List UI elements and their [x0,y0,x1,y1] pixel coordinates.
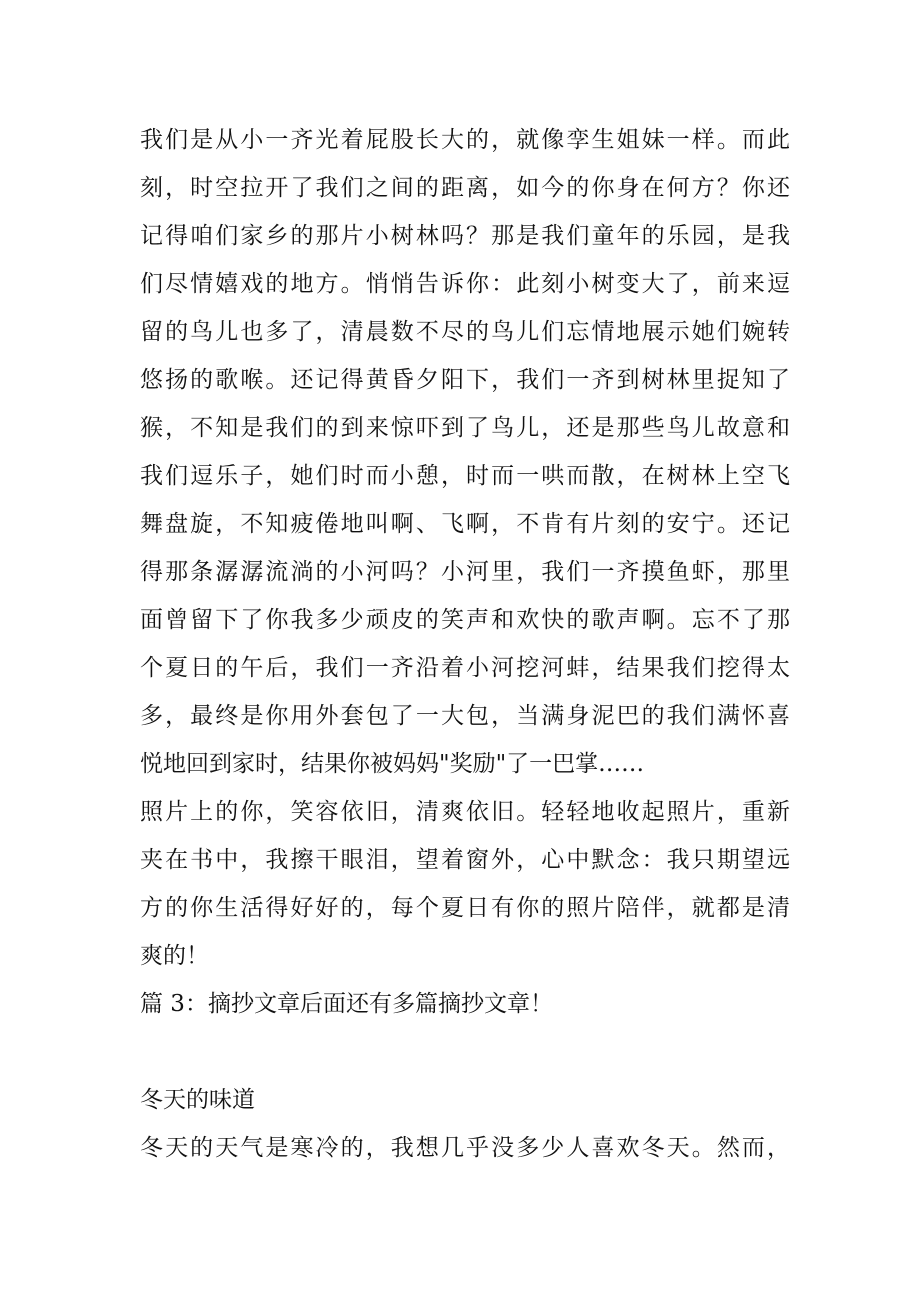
text-line: 爽的！ [140,943,209,969]
text-line: 舞盘旋，不知疲倦地叫啊、飞啊，不肯有片刻的安宁。还记 [140,511,790,537]
text-line: 记得咱们家乡的那片小树林吗？那是我们童年的乐园，是我 [140,223,790,249]
text-line: 冬天的天气是寒冷的，我想几乎没多少人喜欢冬天。然而， [140,1135,790,1161]
text-line: 猴，不知是我们的到来惊吓到了鸟儿，还是那些鸟儿故意和 [140,415,790,441]
text-line: 我们逗乐子，她们时而小憩，时而一哄而散，在树林上空飞 [140,463,790,489]
blank-line [140,1028,790,1076]
text-line: 刻，时空拉开了我们之间的距离，如今的你身在何方？你还 [140,175,790,201]
paragraph-1 [140,116,790,788]
text-line: 方的你生活得好好的，每个夏日有你的照片陪伴，就都是清 [140,895,790,921]
section-note: 篇 3：摘抄文章后面还有多篇摘抄文章！ [140,991,553,1017]
text-line: 得那条潺潺流淌的小河吗？小河里，我们一齐摸鱼虾，那里 [140,559,790,585]
article-title: 冬天的味道 [140,1087,255,1113]
text-line: 个夏日的午后，我们一齐沿着小河挖河蚌，结果我们挖得太 [140,655,790,681]
text-line: 留的鸟儿也多了，清晨数不尽的鸟儿们忘情地展示她们婉转 [140,319,790,345]
text-line: 照片上的你，笑容依旧，清爽依旧。轻轻地收起照片，重新 [140,799,790,825]
text-line: 夹在书中，我擦干眼泪，望着窗外，心中默念：我只期望远 [140,847,790,873]
text-line: 面曾留下了你我多少顽皮的笑声和欢快的歌声啊。忘不了那 [140,607,790,633]
document-page [140,116,790,1172]
paragraph-2 [140,788,790,980]
text-line: 悠扬的歌喉。还记得黄昏夕阳下，我们一齐到树林里捉知了 [140,367,790,393]
text-line: 们尽情嬉戏的地方。悄悄告诉你：此刻小树变大了，前来逗 [140,271,790,297]
text-line: 我们是从小一齐光着屁股长大的，就像孪生姐妹一样。而此 [140,127,790,153]
text-line: 多，最终是你用外套包了一大包，当满身泥巴的我们满怀喜 [140,703,790,729]
text-line: 悦地回到家时，结果你被妈妈"奖励"了一巴掌…… [140,751,645,777]
paragraph-3 [140,1124,790,1172]
